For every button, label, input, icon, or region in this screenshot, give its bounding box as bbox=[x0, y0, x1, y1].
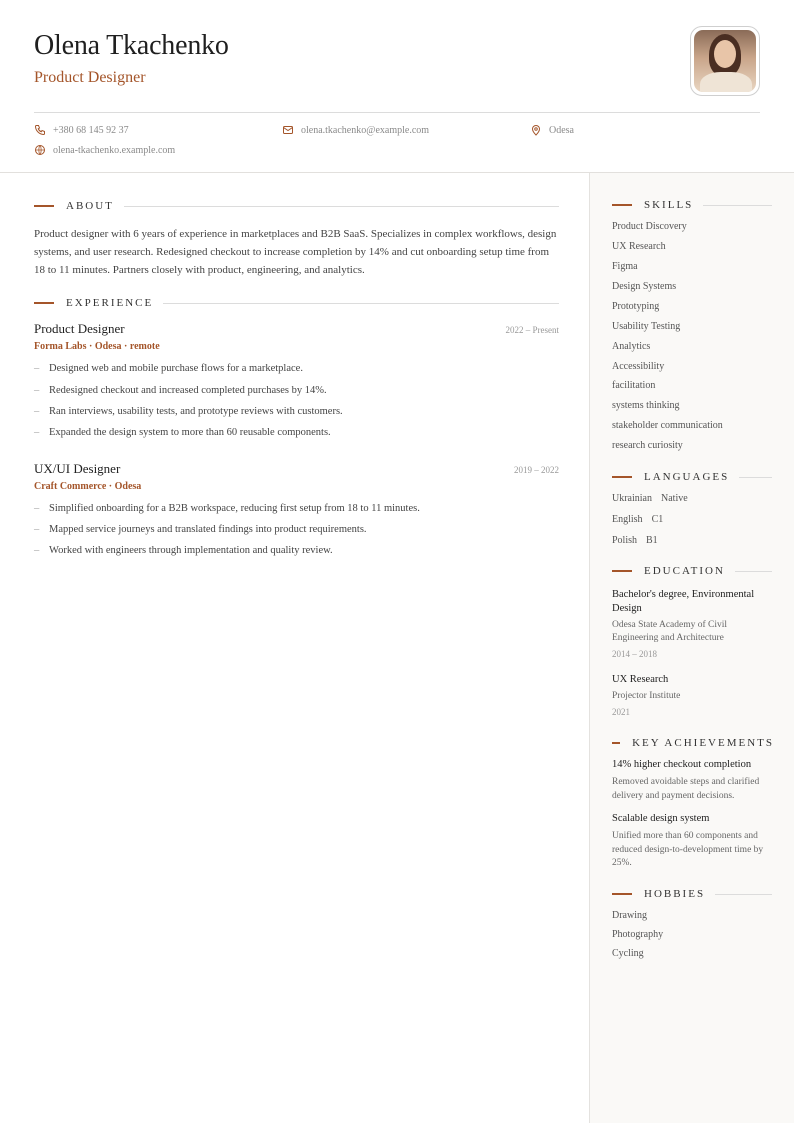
contact-location bbox=[530, 124, 574, 136]
portrait-photo bbox=[694, 30, 756, 92]
contact-email[interactable] bbox=[282, 124, 429, 136]
skill-item: Analytics bbox=[612, 341, 651, 352]
contact-website[interactable] bbox=[34, 144, 175, 156]
education-title: UX Research bbox=[612, 674, 669, 685]
language-item: English C1 bbox=[612, 514, 664, 525]
skill-item: UX Research bbox=[612, 241, 666, 252]
website-text: olena-tkachenko.example.com bbox=[53, 144, 176, 156]
hobby-item: Photography bbox=[612, 929, 664, 940]
skill-item: Usability Testing bbox=[612, 321, 681, 332]
globe-icon bbox=[34, 144, 46, 156]
profile-photo bbox=[690, 26, 760, 96]
hobby-item: Drawing bbox=[612, 910, 647, 921]
skill-item: Product Discovery bbox=[612, 221, 687, 232]
about-heading: ABOUT bbox=[34, 200, 559, 212]
skills-heading: SKILLS bbox=[612, 199, 772, 211]
job-dates: 2019 – 2022 bbox=[514, 465, 559, 475]
education-institution: Odesa State Academy of Civil Engineering and Architecture bbox=[612, 620, 728, 643]
skill-item: Accessibility bbox=[612, 361, 665, 372]
phone-text: +380 68 145 92 37 bbox=[53, 124, 129, 136]
mail-icon bbox=[282, 124, 294, 136]
job-title: Product Designer bbox=[34, 321, 125, 336]
achievement-title: 14% higher checkout completion bbox=[612, 759, 752, 770]
job-bullet: – Expanded the design system to more than 60 reusable components. bbox=[34, 427, 331, 438]
phone-icon bbox=[34, 124, 46, 136]
job-bullet: – Simplified onboarding for a B2B workspace, reducing first setup from 18 to 11 minutes. bbox=[34, 503, 420, 514]
skill-item: Figma bbox=[612, 261, 638, 272]
education-institution: Projector Institute bbox=[612, 691, 681, 701]
job-title: UX/UI Designer bbox=[34, 461, 121, 476]
job-company: Craft Commerce · Odesa bbox=[34, 481, 142, 492]
job-company: Forma Labs · Odesa · remote bbox=[34, 341, 160, 352]
location-text: Odesa bbox=[549, 124, 574, 136]
languages-heading: LANGUAGES bbox=[612, 471, 772, 483]
language-item: Polish B1 bbox=[612, 535, 658, 546]
skill-item: facilitation bbox=[612, 380, 656, 391]
email-text: olena.tkachenko@example.com bbox=[301, 124, 430, 136]
job-bullet: – Redesigned checkout and increased completed purchases by 14%. bbox=[34, 385, 327, 396]
education-years: 2014 – 2018 bbox=[612, 649, 657, 659]
experience-heading: EXPERIENCE bbox=[34, 297, 559, 309]
job-bullet: – Mapped service journeys and translated findings into product requirements. bbox=[34, 524, 367, 535]
candidate-role: Product Designer bbox=[34, 69, 146, 86]
achievement-desc: Removed avoidable steps and clarified delivery and payment decisions. bbox=[612, 777, 760, 801]
skill-item: stakeholder communication bbox=[612, 420, 723, 431]
education-title: Bachelor's degree, Environmental Design bbox=[612, 589, 755, 614]
hobby-item: Cycling bbox=[612, 948, 644, 959]
about-text: Product designer with 6 years of experience in marketplaces and B2B SaaS. Specializes in complex workflows, design systems, and user research. Redesigned checkout to increase completion by 14% and cut onboarding setup time from 18 to 11 minutes. Partners closely with product, engineering, and analytics. bbox=[34, 228, 557, 276]
hobbies-heading: HOBBIES bbox=[612, 888, 772, 900]
skill-item: Design Systems bbox=[612, 281, 677, 292]
job-bullet: – Ran interviews, usability tests, and prototype reviews with customers. bbox=[34, 406, 343, 417]
candidate-name: Olena Tkachenko bbox=[34, 30, 229, 61]
sidebar bbox=[589, 173, 794, 1123]
contact-phone[interactable] bbox=[34, 124, 129, 136]
header-divider bbox=[34, 112, 760, 113]
skill-item: Prototyping bbox=[612, 301, 660, 312]
skill-item: research curiosity bbox=[612, 440, 683, 451]
job-bullet: – Worked with engineers through implementation and quality review. bbox=[34, 545, 333, 556]
achievement-desc: Unified more than 60 components and reduced design-to-development time by 25%. bbox=[612, 831, 764, 868]
location-pin-icon bbox=[530, 124, 542, 136]
education-years: 2021 bbox=[612, 707, 630, 717]
language-item: Ukrainian Native bbox=[612, 493, 688, 504]
skill-item: systems thinking bbox=[612, 400, 680, 411]
resume-header bbox=[0, 0, 794, 173]
education-heading: EDUCATION bbox=[612, 565, 772, 577]
achievement-title: Scalable design system bbox=[612, 813, 710, 824]
achievements-heading: KEY ACHIEVEMENTS bbox=[612, 737, 784, 749]
job-dates: 2022 – Present bbox=[505, 325, 559, 335]
job-bullet: – Designed web and mobile purchase flows for a marketplace. bbox=[34, 363, 303, 374]
